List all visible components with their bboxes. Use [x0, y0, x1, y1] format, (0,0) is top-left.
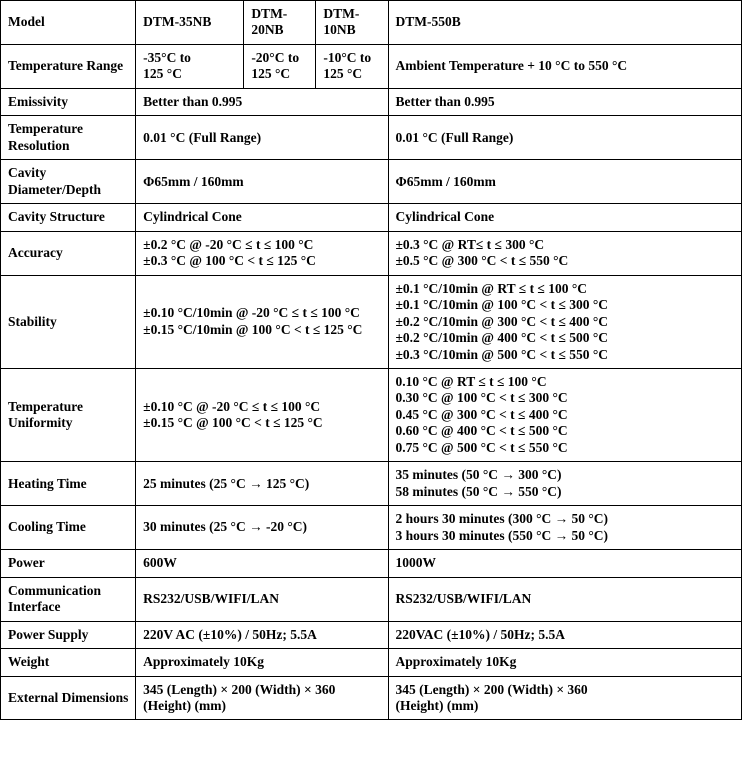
cell-line: ±0.3 °C @ RT≤ t ≤ 300 °C [395, 236, 545, 252]
cell-line: 0.30 °C @ 100 °C < t ≤ 300 °C [395, 390, 568, 406]
table-row [1, 621, 742, 648]
cell-line: 0.60 °C @ 400 °C < t ≤ 500 °C [395, 423, 568, 439]
cell-line: 3 hours 30 minutes (550 °C → 50 °C) [395, 527, 609, 543]
cell-line: ±0.5 °C @ 300 °C < t ≤ 550 °C [395, 253, 569, 269]
cell-line: DTM- [323, 6, 360, 21]
cell-line: ±0.10 °C/10min @ -20 °C ≤ t ≤ 100 °C [143, 305, 360, 321]
cell-line: ±0.2 °C/10min @ 400 °C < t ≤ 500 °C [395, 330, 609, 346]
cell-line: 220VAC (±10%) / 50Hz; 5.5A [395, 626, 566, 642]
value-cell-right [388, 550, 742, 577]
cell-line: ±0.15 °C @ 100 °C < t ≤ 125 °C [143, 415, 323, 431]
value-cell-left [136, 649, 388, 676]
cell-line: 125 °C [251, 66, 291, 82]
value-cell-right [388, 506, 742, 550]
cell-content [143, 237, 381, 270]
model-cell [244, 44, 316, 88]
cell-line: 0.10 °C @ RT ≤ t ≤ 100 °C [395, 373, 547, 389]
table-row [1, 231, 742, 275]
cell-line: ±0.2 °C/10min @ 300 °C < t ≤ 400 °C [395, 313, 609, 329]
table-row [1, 462, 742, 506]
row-label: Weight [1, 649, 136, 676]
cell-content [396, 14, 736, 30]
cell-line: -10°C to [323, 49, 372, 65]
cell-content [143, 627, 381, 643]
cell-content [143, 14, 237, 30]
cell-content [143, 519, 381, 535]
row-label: External Dimensions [1, 676, 136, 720]
cell-content [143, 94, 381, 110]
cell-content [143, 305, 381, 338]
row-label: Communication Interface [1, 577, 136, 621]
cell-line: 220V AC (±10%) / 50Hz; 5.5A [143, 626, 317, 642]
value-cell-left [136, 506, 388, 550]
row-label: Cooling Time [1, 506, 136, 550]
table-row [1, 116, 742, 160]
cell-content [396, 511, 736, 544]
row-label: Power Supply [1, 621, 136, 648]
row-label: Temperature Range [1, 44, 136, 88]
cell-line: 345 (Length) × 200 (Width) × 360 [395, 681, 588, 697]
cell-line: 125 °C [143, 66, 182, 82]
row-label: Temperature Resolution [1, 116, 136, 160]
value-cell-right [388, 275, 742, 368]
cell-line: ±0.1 °C/10min @ 100 °C < t ≤ 300 °C [395, 297, 609, 313]
value-cell-left [136, 204, 388, 231]
cell-line: 35 minutes (50 °C → 300 °C) [395, 467, 562, 483]
table-row [1, 1, 742, 45]
row-label: Temperature Uniformity [1, 368, 136, 461]
cell-content [396, 682, 736, 715]
model-cell [388, 1, 742, 45]
cell-content [396, 467, 736, 500]
cell-line: Approximately 10Kg [395, 654, 517, 670]
cell-content [396, 130, 736, 146]
cell-content [396, 209, 736, 225]
value-cell-right [388, 621, 742, 648]
cell-content [396, 94, 736, 110]
value-cell-right [388, 676, 742, 720]
cell-line: 30 minutes (25 °C → -20 °C) [143, 519, 307, 535]
cell-content [143, 682, 381, 715]
value-cell-left [136, 676, 388, 720]
cell-content [143, 654, 381, 670]
cell-line: RS232/USB/WIFI/LAN [143, 590, 279, 606]
cell-content [143, 399, 381, 432]
value-cell-left [136, 116, 388, 160]
model-cell [136, 1, 244, 45]
cell-content [143, 130, 381, 146]
value-cell-right [388, 160, 742, 204]
cell-line: 0.01 °C (Full Range) [143, 129, 262, 145]
value-cell-left [136, 550, 388, 577]
value-cell-right [388, 649, 742, 676]
cell-line: Approximately 10Kg [143, 654, 265, 670]
model-cell [244, 1, 316, 45]
cell-line: 2 hours 30 minutes (300 °C → 50 °C) [395, 511, 609, 527]
value-cell-right [388, 368, 742, 461]
cell-line: 25 minutes (25 °C → 125 °C) [143, 475, 310, 491]
value-cell-right [388, 204, 742, 231]
cell-line: 0.75 °C @ 500 °C < t ≤ 550 °C [395, 439, 568, 455]
cell-line: DTM- [251, 6, 288, 21]
cell-line: ±0.3 °C/10min @ 500 °C < t ≤ 550 °C [395, 346, 609, 362]
table-row [1, 676, 742, 720]
cell-content [396, 237, 736, 270]
cell-line: 58 minutes (50 °C → 550 °C) [395, 483, 562, 499]
cell-content [143, 50, 237, 83]
cell-content [143, 209, 381, 225]
cell-line: -35°C to [143, 49, 191, 65]
cell-content [143, 174, 381, 190]
cell-line: -20°C to [251, 49, 300, 65]
cell-line: ±0.1 °C/10min @ RT ≤ t ≤ 100 °C [395, 280, 587, 296]
cell-line: 125 °C [323, 66, 363, 82]
value-cell-right [388, 88, 742, 115]
table-row [1, 275, 742, 368]
cell-line: 0.01 °C (Full Range) [395, 129, 514, 145]
row-label: Stability [1, 275, 136, 368]
value-cell-left [136, 88, 388, 115]
model-cell [388, 44, 742, 88]
cell-content [396, 654, 736, 670]
cell-content [143, 555, 381, 571]
value-cell-left [136, 160, 388, 204]
cell-content [396, 627, 736, 643]
cell-content [143, 476, 381, 492]
cell-line: 10NB [323, 22, 356, 38]
value-cell-left [136, 621, 388, 648]
cell-line: ±0.15 °C/10min @ 100 °C < t ≤ 125 °C [143, 321, 363, 337]
cell-line: Cylindrical Cone [395, 209, 495, 225]
cell-line: 345 (Length) × 200 (Width) × 360 [143, 681, 336, 697]
cell-line: ±0.2 °C @ -20 °C ≤ t ≤ 100 °C [143, 236, 314, 252]
cell-line: 1000W [395, 555, 436, 571]
cell-content [396, 174, 736, 190]
cell-line: Ambient Temperature + 10 °C to 550 °C [395, 58, 628, 74]
value-cell-left [136, 462, 388, 506]
cell-content [323, 6, 381, 39]
cell-line: 600W [143, 555, 177, 571]
value-cell-left [136, 231, 388, 275]
row-label: Cavity Diameter/Depth [1, 160, 136, 204]
cell-content [251, 6, 309, 39]
row-label: Emissivity [1, 88, 136, 115]
table-row [1, 204, 742, 231]
cell-content [323, 50, 381, 83]
value-cell-right [388, 577, 742, 621]
row-label: Model [1, 1, 136, 45]
table-row [1, 368, 742, 461]
model-cell [136, 44, 244, 88]
value-cell-right [388, 231, 742, 275]
cell-line: Φ65mm / 160mm [395, 173, 496, 189]
value-cell-left [136, 275, 388, 368]
cell-line: ±0.3 °C @ 100 °C < t ≤ 125 °C [143, 253, 316, 269]
cell-line: RS232/USB/WIFI/LAN [395, 590, 532, 606]
cell-line: 20NB [251, 22, 284, 38]
row-label: Cavity Structure [1, 204, 136, 231]
cell-line: (Height) (mm) [143, 698, 227, 713]
cell-content [143, 591, 381, 607]
value-cell-left [136, 368, 388, 461]
cell-content [396, 591, 736, 607]
cell-line: 0.45 °C @ 300 °C < t ≤ 400 °C [395, 406, 568, 422]
value-cell-right [388, 462, 742, 506]
cell-content [396, 374, 736, 456]
cell-line: DTM-550B [395, 14, 461, 30]
table-row [1, 88, 742, 115]
value-cell-right [388, 116, 742, 160]
cell-line: Φ65mm / 160mm [143, 173, 244, 189]
table-row [1, 550, 742, 577]
cell-content [396, 58, 736, 74]
cell-line: ±0.10 °C @ -20 °C ≤ t ≤ 100 °C [143, 398, 321, 414]
table-row [1, 649, 742, 676]
model-cell [316, 44, 388, 88]
cell-line: Better than 0.995 [395, 93, 495, 109]
row-label: Power [1, 550, 136, 577]
model-cell [316, 1, 388, 45]
table-body [1, 1, 742, 720]
cell-line: DTM-35NB [143, 14, 212, 30]
table-row [1, 577, 742, 621]
cell-content [396, 281, 736, 363]
table-row [1, 506, 742, 550]
table-row [1, 44, 742, 88]
cell-line: (Height) (mm) [395, 698, 479, 713]
row-label: Heating Time [1, 462, 136, 506]
cell-line: Cylindrical Cone [143, 209, 242, 225]
cell-line: Better than 0.995 [143, 93, 243, 109]
table-row [1, 160, 742, 204]
cell-content [396, 555, 736, 571]
cell-content [251, 50, 309, 83]
row-label: Accuracy [1, 231, 136, 275]
value-cell-left [136, 577, 388, 621]
